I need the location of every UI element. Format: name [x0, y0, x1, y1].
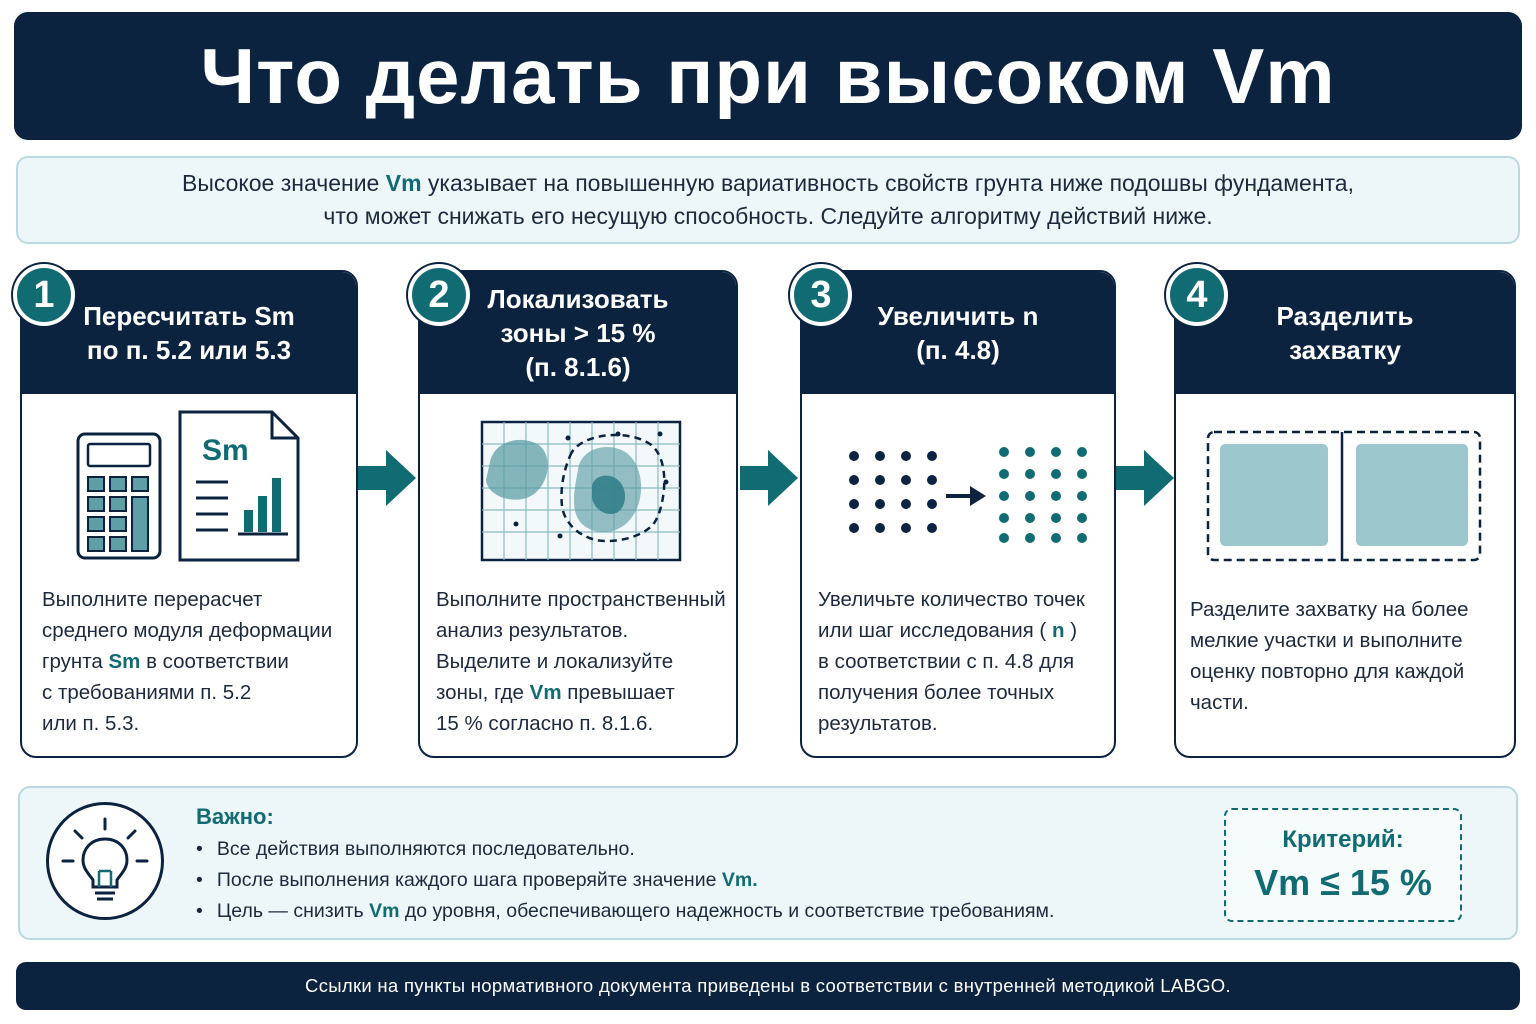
- step-1-number-badge: 1: [13, 264, 75, 326]
- step-1-illustration: [22, 394, 356, 584]
- calculator-icon: [78, 434, 160, 558]
- intro-vm-highlight: Vm: [385, 170, 422, 196]
- important-title: Важно:: [196, 804, 274, 829]
- important-item: • После выполнения каждого шага проверяйте значение Vm.: [196, 865, 1054, 896]
- important-item: • Все действия выполняются последовательно.: [196, 834, 1054, 865]
- step-1-card: [20, 270, 358, 758]
- step-3-description: Увеличьте количество точек или шаг исследования ( n ) в соответствии с п. 4.8 для получения более точных результатов.: [818, 588, 1085, 735]
- step-2-description: Выполните пространственный анализ результатов. Выделите и локализуйте зоны, где Vm превышает 15 % согласно п. 8.1.6.: [436, 588, 726, 735]
- step-2-number-badge: 2: [408, 264, 470, 326]
- arrow-right-icon: [356, 448, 418, 508]
- step-3-illustration: [802, 394, 1114, 584]
- intro-box: [16, 156, 1520, 244]
- document-chart-icon: [180, 412, 298, 560]
- document-sm-label: Sm: [202, 434, 249, 467]
- split-area-icon: [1176, 394, 1516, 584]
- step-4-description: Разделите захватку на более мелкие участки и выполните оценку повторно для каждой части.: [1190, 598, 1469, 714]
- step-3-number-badge: 3: [790, 264, 852, 326]
- step-1-description: Выполните перерасчет среднего модуля деформации грунта Sm в соответствии с требованиями п. 5.2 или п. 5.3.: [42, 588, 333, 735]
- arrow-right-icon: [1114, 448, 1176, 508]
- page-title: Что делать при высоком Vm: [200, 31, 1336, 120]
- criterion-value: Vm ≤ 15 %: [1254, 862, 1432, 903]
- step-2-header: Локализовать зоны > 15 % (п. 8.1.6): [420, 272, 736, 394]
- intro-line-2: что может снижать его несущую способность. Следуйте алгоритму действий ниже.: [323, 203, 1213, 229]
- dot-grid-icon: [802, 394, 1116, 584]
- header-banner: [14, 12, 1522, 140]
- arrow-right-icon: [946, 486, 986, 506]
- important-panel: [18, 786, 1518, 940]
- step-4-illustration: [1176, 394, 1514, 584]
- intro-line-1: Высокое значение Vm указывает на повышенную вариативность свойств грунта ниже подошвы фундамента,: [181, 170, 1354, 196]
- criterion-title: Критерий:: [1282, 826, 1404, 853]
- map-grid-icon: [420, 394, 738, 584]
- step-4-card: [1174, 270, 1516, 758]
- important-list: [196, 834, 1054, 927]
- step-4-header: Разделить захватку: [1176, 272, 1514, 394]
- lightbulb-icon: [49, 805, 161, 917]
- step-2-card: [418, 270, 738, 758]
- step-3-card: [800, 270, 1116, 758]
- step-2-illustration: [420, 394, 736, 584]
- important-item: • Цель — снизить Vm до уровня, обеспечивающего надежность и соответствие требованиям.: [196, 896, 1054, 927]
- step-4-number-badge: 4: [1166, 264, 1228, 326]
- lightbulb-badge: [46, 802, 164, 920]
- footer-note: Ссылки на пункты нормативного документа приведены в соответствии с внутренней методикой LABGO.: [16, 962, 1520, 1010]
- step-3-header: Увеличить n (п. 4.8): [802, 272, 1114, 394]
- arrow-right-icon: [738, 448, 800, 508]
- criterion-box: [1224, 808, 1462, 922]
- step-1-header: Пересчитать Sm по п. 5.2 или 5.3: [22, 272, 356, 394]
